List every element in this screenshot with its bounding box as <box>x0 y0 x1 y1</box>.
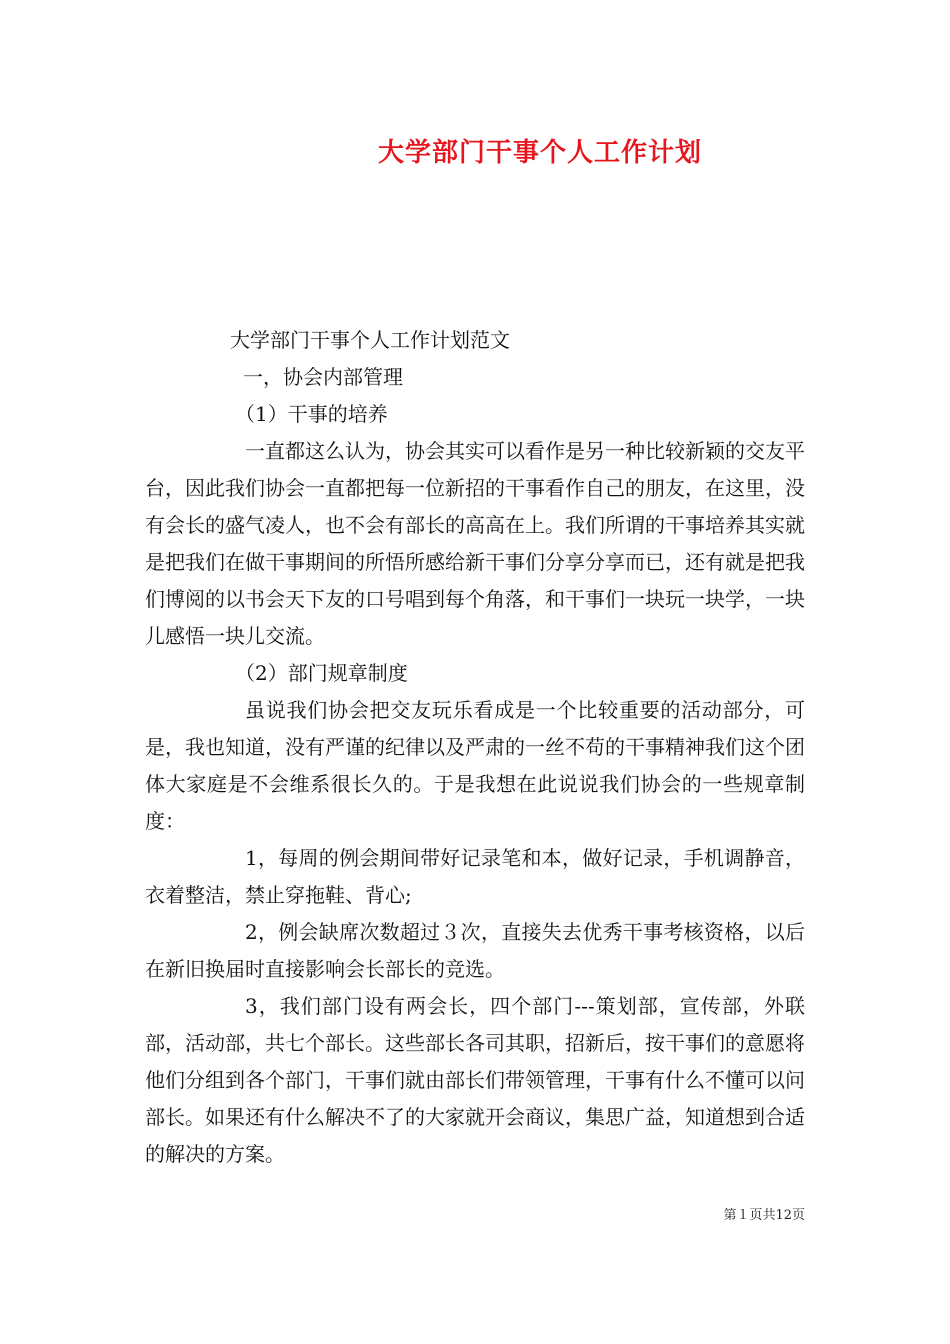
list-item: 2，例会缺席次数超过３次，直接失去优秀干事考核资格，以后在新旧换届时直接影响会长部长的竞选。 <box>145 920 805 981</box>
page-number: 第１页共12页 <box>723 1208 805 1223</box>
paragraph: 虽说我们协会把交友玩乐看成是一个比较重要的活动部分，可是，我也知道，没有严谨的纪律以及严肃的一丝不苟的干事精神我们这个团体大家庭是不会维系很长久的。于是我想在此说说我们协会的一些规章制度： <box>145 698 805 833</box>
subsection-heading: （1）干事的培养 <box>235 402 388 426</box>
paragraph: 一直都这么认为，协会其实可以看作是另一种比较新颖的交友平台，因此我们协会一直都把每一位新招的干事看作自己的朋友，在这里，没有会长的盛气凌人，也不会有部长的高高在上。我们所谓的干事培养其实就是把我们在做干事期间的所悟所感给新干事们分享分享而已，还有就是把我们博阅的以书会天下友的口号唱到每个角落，和干事们一块玩一块学，一块儿感悟一块儿交流。 <box>145 439 805 648</box>
list-item: 3，我们部门设有两会长，四个部门---策划部，宣传部，外联部，活动部，共七个部长。这些部长各司其职，招新后，按干事们的意愿将他们分组到各个部门，干事们就由部长们带领管理，干事有什么不懂可以问部长。如果还有什么解决不了的大家就开会商议，集思广益，知道想到合适的解决的方案。 <box>145 994 805 1166</box>
document-title: 大学部门干事个人工作计划 <box>377 138 702 168</box>
list-item: 1，每周的例会期间带好记录笔和本，做好记录，手机调静音，衣着整洁，禁止穿拖鞋、背心; <box>145 846 805 907</box>
document-heading: 大学部门干事个人工作计划范文 <box>230 328 510 352</box>
document-body <box>145 322 805 1173</box>
subsection-heading: （2）部门规章制度 <box>235 661 408 685</box>
section-heading: 一，协会内部管理 <box>243 365 403 389</box>
